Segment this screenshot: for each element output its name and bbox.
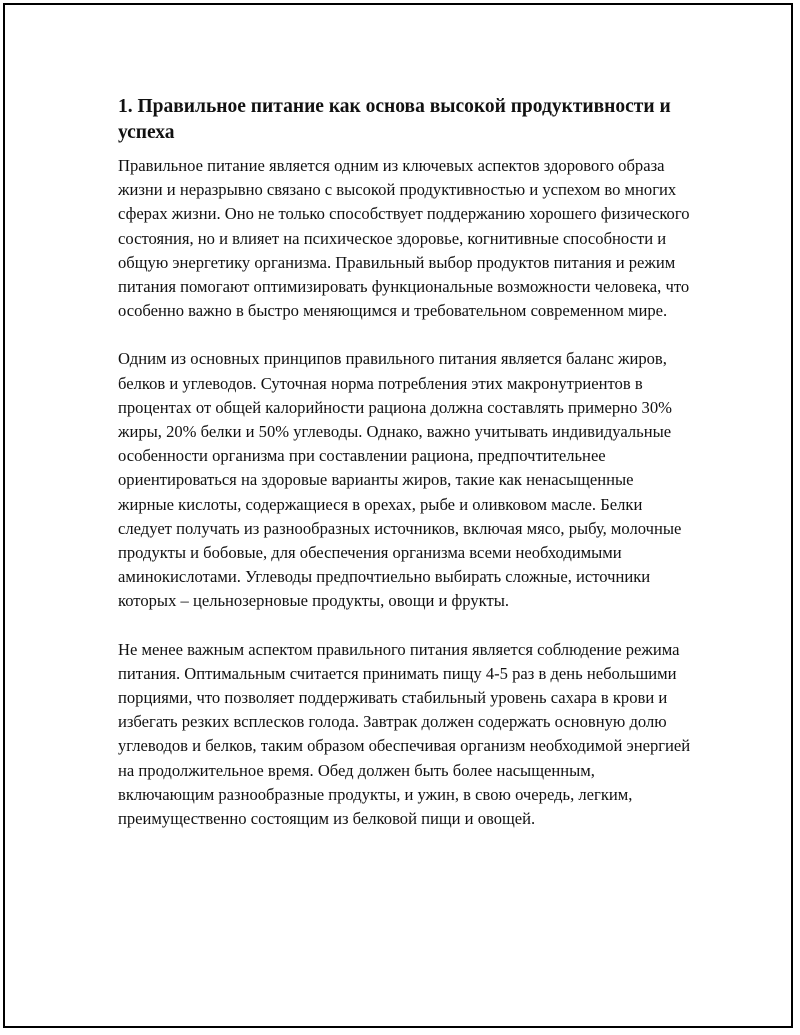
paragraph-3: Не менее важным аспектом правильного питания является соблюдение режима питания. Оптимальным считается принимать пищу 4-5 раз в день небольшими порциями, что позволяет поддерживать стабильный уровень сахара в крови и избегать резких всплесков голода. Завтрак должен содержать основную долю углеводов и белков, таким образом обеспечивая организм необходимой энергией на продолжительное время. Обед должен быть более насыщенным, включающим разнообразные продукты, и ужин, в свою очередь, легким, преимущественно состоящим из белковой пищи и овощей. (118, 639, 691, 829)
section-heading: 1. Правильное питание как основа высокой продуктивности и успеха (118, 96, 671, 143)
paragraph-1: Правильное питание является одним из ключевых аспектов здорового образа жизни и неразрывно связано с высокой продуктивностью и успехом во многих сферах жизни. Оно не только способствует поддержанию хорошего физического состояния, но и влияет на психическое здоровье, когнитивные способности и общую энергетику организма. Правильный выбор продуктов питания и режим питания помогают оптимизировать функциональные возможности человека, что особенно важно в быстро меняющимся и требовательном современном мире. (118, 156, 690, 321)
paragraph-2: Одним из основных принципов правильного питания является баланс жиров, белков и углеводов. Суточная норма потребления этих макронутриентов в процентах от общей калорийности рациона должна составлять примерно 30% жиры, 20% белки и 50% углеводы. Однако, важно учитывать индивидуальные особенности организма при составлении рациона, предпочтительнее ориентироваться на здоровые варианты жиров, такие как ненасыщенные жирные кислоты, содержащиеся в орехах, рыбе и оливковом масле. Белки следует получать из разнообразных источников, включая мясо, рыбу, молочные продукты и бобовые, для обеспечения организма всеми необходимыми аминокислотами. Углеводы предпочтиельно выбирать сложные, источники которых – цельнозерновые продукты, овощи и фрукты. (118, 349, 682, 611)
document-body (118, 94, 693, 855)
